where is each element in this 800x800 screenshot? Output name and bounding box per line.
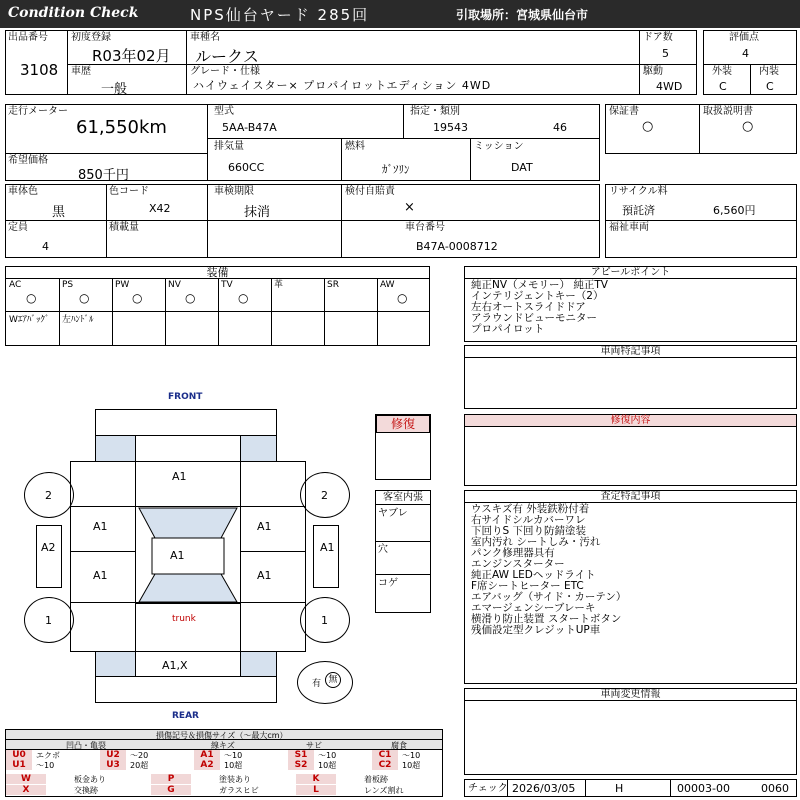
capacity-cell	[5, 220, 107, 258]
rear-right-light	[240, 651, 277, 677]
model-value: ルークス	[195, 47, 259, 66]
appeal-line: 純正NV（メモリー） 純正TV	[471, 279, 608, 291]
doors-cell	[639, 30, 697, 65]
inspection-note-line: 下回りS 下回り防錆塗装	[471, 525, 587, 537]
special-panel	[464, 345, 797, 409]
mileage-label: 走行メーター	[8, 106, 68, 117]
appeal-line: アラウンドビューモニター	[471, 312, 597, 324]
inspection-note-line: 横滑り防止装置 スタートボタン	[471, 613, 622, 625]
spare-no: 無	[325, 672, 341, 688]
inspection-note-line: F席シートヒーター ETC	[471, 580, 584, 592]
score-cell	[703, 30, 797, 65]
right-quarter	[240, 602, 306, 652]
inspection-note-line: エマージェンシーブレーキ	[471, 602, 596, 614]
mileage-value: 61,550km	[76, 117, 167, 138]
type-cell	[207, 104, 404, 139]
interior-box	[375, 490, 431, 613]
legend-code-c2: C2	[372, 760, 398, 770]
inspection-note-line: 残価設定型クレジットUP車	[471, 624, 601, 636]
equipment-value-ac: ○	[26, 291, 37, 305]
check-label: チェック	[468, 783, 508, 794]
equipment-label-sr: SR	[327, 280, 339, 290]
history-label: 車歴	[71, 66, 91, 77]
recycle-amount: 6,560円	[713, 204, 756, 217]
int-cell	[750, 64, 797, 95]
welfare-cell	[605, 220, 797, 258]
footer-code: 00003-00	[677, 782, 730, 795]
rear-bumper	[95, 676, 277, 703]
equipment-title: 装備	[6, 267, 429, 279]
spare-yes: 有	[312, 679, 322, 689]
warranty-cell	[605, 104, 700, 154]
legend-panel	[5, 729, 443, 797]
header-bar	[0, 0, 800, 28]
mission-cell	[470, 138, 600, 181]
legend-desc-g: ガラスヒビ	[219, 786, 259, 795]
fuel-value: ｶﾞｿﾘﾝ	[382, 163, 410, 176]
legend-desc-a2: 10超	[224, 761, 243, 770]
left-front-door-damage: A1	[93, 520, 108, 533]
inspection-notes-panel	[464, 490, 797, 684]
legend-desc-s1: 〜10	[318, 751, 337, 760]
roof-panel	[152, 538, 224, 574]
grade-label: グレード・仕様	[190, 66, 260, 77]
legend-code-w: W	[6, 774, 46, 784]
drive-value: 4WD	[656, 80, 683, 93]
front-right-light	[240, 435, 277, 462]
roof-damage: A1	[170, 549, 185, 562]
legend-group-rust: サビ	[306, 741, 322, 750]
left-rear-door	[70, 551, 136, 603]
rear-window	[139, 574, 237, 602]
equipment-label-ps: PS	[62, 280, 74, 290]
spare-tire	[297, 661, 353, 704]
legend-code-a2: A2	[194, 760, 220, 770]
liability-value: ×	[404, 200, 415, 215]
inspection-note-line: エアバッグ（サイド・カーテン）	[471, 591, 627, 603]
doors-value: 5	[662, 47, 669, 60]
warranty-value: ○	[642, 119, 654, 134]
footer-bar	[464, 779, 797, 797]
pickup-location: 引取場所：宮城県仙台市	[456, 8, 589, 22]
designation-value: 19543	[433, 121, 468, 134]
legend-code-p: P	[151, 774, 191, 784]
repair-title: 修復	[376, 415, 430, 433]
tire-rear-left	[24, 597, 74, 643]
grade-value: ハイウェイスター× プロパイロットエディション 4WD	[193, 79, 492, 92]
trunk-panel	[135, 602, 241, 652]
model-label: 車種名	[190, 32, 220, 43]
equipment-label-nv: NV	[168, 280, 181, 290]
legend-desc-u1: 〜10	[36, 761, 55, 770]
legend-desc-w: 板金あり	[74, 775, 106, 784]
inspection-notes-lines	[471, 504, 626, 636]
interior-hole: 穴	[378, 544, 388, 555]
right-rear-door-damage: A1	[257, 569, 272, 582]
equipment-value-pw: ○	[132, 291, 143, 305]
legend-desc-s2: 10超	[318, 761, 337, 770]
designation-cell	[403, 104, 600, 139]
tire-front-left	[24, 472, 74, 518]
recycle-status: 預託済	[622, 204, 655, 217]
check-date: 2026/03/05	[512, 782, 576, 795]
int-label: 内装	[759, 66, 779, 77]
colorcode-value: X42	[149, 202, 171, 215]
colorcode-cell	[106, 184, 208, 221]
equipment-left-handle: 左ﾊﾝﾄﾞﾙ	[62, 315, 94, 325]
right-sill	[313, 525, 339, 588]
legend-code-s1: S1	[288, 750, 314, 760]
windshield	[139, 508, 237, 538]
warranty-label: 保証書	[609, 106, 639, 117]
trunk-label: trunk	[172, 614, 196, 624]
changes-panel	[464, 688, 797, 775]
front-grille	[135, 435, 241, 462]
front-bumper	[95, 409, 277, 436]
tire-rear-left-value: 1	[45, 614, 52, 627]
equipment-label-aw: AW	[380, 280, 395, 290]
manual-cell	[699, 104, 797, 154]
inspection-note-line: 純正AW LEDヘッドライト	[471, 569, 596, 581]
right-rear-door	[240, 551, 306, 603]
left-quarter	[70, 602, 136, 652]
grade-cell	[186, 64, 640, 95]
equipment-value-nv: ○	[185, 291, 196, 305]
legend-group-dent: 凹凸・亀裂	[66, 741, 106, 750]
tire-front-left-value: 2	[45, 489, 52, 502]
model-cell	[186, 30, 640, 65]
cabin-svg	[135, 506, 241, 604]
legend-code-u2: U2	[100, 750, 126, 760]
lot-number: 3108	[20, 61, 59, 79]
equipment-label-ac: AC	[9, 280, 22, 290]
changes-title: 車両変更情報	[465, 689, 796, 701]
inspection-note-line: 右サイドシルカバーワレ	[471, 514, 586, 526]
lot-cell	[5, 30, 68, 95]
repair-details-panel	[464, 414, 797, 486]
interior-tear: ヤブレ	[378, 508, 408, 519]
right-front-door-damage: A1	[257, 520, 272, 533]
disp-cell	[207, 138, 342, 181]
color-label: 車体色	[8, 186, 38, 197]
legend-desc-x: 交換跡	[74, 786, 98, 795]
inspection-cell	[207, 184, 342, 221]
equipment-label-tv: TV	[221, 280, 233, 290]
type-value: 5AA-B47A	[222, 121, 277, 134]
left-front-door	[70, 506, 136, 552]
right-front-door	[240, 506, 306, 552]
mission-value: DAT	[511, 161, 533, 174]
inspection-label: 車検期限	[214, 186, 254, 197]
right-fender	[240, 461, 306, 507]
tire-rear-right	[300, 597, 350, 643]
appeal-title: アピールポイント	[465, 267, 796, 279]
legend-desc-a1: 〜10	[224, 751, 243, 760]
legend-desc-u3: 20超	[130, 761, 149, 770]
inspection-note-line: エンジンスターター	[471, 558, 565, 570]
equipment-airbag: Wｴｱﾊﾞｯｸﾞ	[9, 315, 50, 325]
legend-code-k: K	[296, 774, 336, 784]
inspection-notes-title: 査定特記事項	[465, 491, 796, 503]
legend-code-s2: S2	[288, 760, 314, 770]
rear-gate	[135, 651, 241, 677]
mission-label: ミッション	[474, 141, 524, 152]
designation-label: 指定・類別	[410, 106, 460, 117]
drive-cell	[639, 64, 697, 95]
legend-code-u0: U0	[6, 750, 32, 760]
reg-cell	[67, 30, 187, 65]
lot-label: 出品番号	[8, 32, 48, 43]
drive-label: 駆動	[643, 66, 663, 77]
welfare-label: 福祉車両	[609, 222, 649, 233]
chassis-label: 車台番号	[405, 222, 445, 233]
repair-box	[375, 414, 431, 480]
legend-desc-c2: 10超	[402, 761, 421, 770]
capacity-label: 定員	[8, 222, 28, 233]
tire-front-right	[300, 472, 350, 518]
equipment-label-pw: PW	[115, 280, 130, 290]
legend-code-l: L	[296, 785, 336, 795]
hood-panel	[135, 461, 241, 507]
appeal-lines	[471, 280, 608, 335]
left-rear-door-damage: A1	[93, 569, 108, 582]
legend-desc-l: レンズ割れ	[364, 786, 404, 795]
left-sill-damage: A2	[41, 541, 56, 554]
legend-desc-u0: エクボ	[36, 751, 60, 760]
manual-label: 取扱説明書	[703, 106, 753, 117]
interior-burn: コゲ	[378, 578, 398, 589]
checker-initial: H	[615, 782, 624, 795]
auction-title: NPS仙台ヤード 285回	[190, 6, 370, 24]
legend-code-g: G	[151, 785, 191, 795]
price-cell	[5, 153, 208, 181]
ext-label: 外装	[712, 66, 732, 77]
repair-details-title: 修復内容	[465, 415, 796, 427]
inspection-note-line: ウスキズ有 外装鉄粉付着	[471, 503, 590, 515]
chassis-value: B47A-0008712	[416, 240, 498, 253]
history-cell	[67, 64, 187, 95]
type-label: 型式	[214, 106, 234, 117]
right-sill-damage: A1	[320, 541, 335, 554]
colorcode-label: 色コード	[109, 186, 149, 197]
legend-title: 損傷記号＆損傷サイズ（〜最大cm）	[156, 731, 288, 740]
tire-front-right-value: 2	[321, 489, 328, 502]
legend-desc-p: 塗装あり	[219, 775, 251, 784]
legend-group-corrosion: 腐食	[391, 741, 407, 750]
interior-title: 客室内張	[376, 491, 430, 505]
price-value: 850千円	[78, 168, 129, 183]
history-value: 一般	[101, 82, 128, 97]
equipment-panel	[5, 266, 430, 346]
color-cell	[5, 184, 107, 221]
recycle-label: リサイクル料	[609, 186, 668, 197]
recycle-cell	[605, 184, 797, 221]
blank-cell	[207, 220, 342, 258]
appeal-line: インテリジェントキー（2）	[471, 290, 604, 302]
footer-number: 0060	[761, 782, 789, 795]
equipment-value-ps: ○	[79, 291, 90, 305]
classification-value: 46	[553, 121, 567, 134]
legend-desc-c1: 〜10	[402, 751, 421, 760]
capacity-value: 4	[42, 240, 49, 253]
score-label: 評価点	[729, 32, 759, 43]
legend-code-u3: U3	[100, 760, 126, 770]
rear-label: REAR	[172, 711, 199, 721]
reg-label: 初度登録	[71, 32, 111, 43]
reg-value: R03年02月	[92, 47, 171, 65]
front-label: FRONT	[168, 392, 203, 402]
load-cell	[106, 220, 208, 258]
legend-desc-k: 着板跡	[364, 775, 388, 784]
fuel-cell	[341, 138, 471, 181]
inspection-note-line: 室内汚れ シートしみ・汚れ	[471, 536, 601, 548]
inspection-value: 抹消	[244, 205, 271, 220]
ext-value: C	[719, 80, 727, 93]
front-left-light	[95, 435, 136, 462]
disp-label: 排気量	[214, 141, 244, 152]
rear-gate-damage: A1,X	[162, 659, 188, 672]
manual-value: ○	[742, 119, 754, 134]
mileage-cell	[5, 104, 208, 154]
appeal-line: プロパイロット	[471, 323, 545, 335]
appeal-line: 左右オートスライドドア	[471, 301, 586, 313]
inspection-note-line: パンク修理器具有	[471, 547, 555, 559]
left-fender	[70, 461, 136, 507]
color-value: 黒	[52, 205, 66, 220]
legend-code-a1: A1	[194, 750, 220, 760]
legend-code-u1: U1	[6, 760, 32, 770]
chassis-cell	[341, 220, 600, 258]
appeal-panel	[464, 266, 797, 342]
equipment-label-革: 革	[274, 280, 284, 290]
load-label: 積載量	[109, 222, 139, 233]
legend-desc-u2: 〜20	[130, 751, 149, 760]
int-value: C	[766, 80, 774, 93]
ext-cell	[703, 64, 751, 95]
fuel-label: 燃料	[345, 141, 365, 152]
hood-damage: A1	[172, 470, 187, 483]
rear-left-light	[95, 651, 136, 677]
tire-rear-right-value: 1	[321, 614, 328, 627]
legend-code-x: X	[6, 785, 46, 795]
liability-cell	[341, 184, 600, 221]
price-label: 希望価格	[8, 155, 48, 166]
brand-title: Condition Check	[8, 5, 139, 21]
legend-group-scratch: 線キズ	[211, 741, 235, 750]
liability-label: 検付自賠責	[345, 186, 395, 197]
disp-value: 660CC	[228, 161, 265, 174]
doors-label: ドア数	[643, 32, 673, 43]
equipment-value-aw: ○	[397, 291, 408, 305]
score-value: 4	[742, 47, 749, 60]
special-title: 車両特記事項	[465, 346, 796, 358]
equipment-value-tv: ○	[238, 291, 249, 305]
legend-code-c1: C1	[372, 750, 398, 760]
left-sill	[36, 525, 62, 588]
